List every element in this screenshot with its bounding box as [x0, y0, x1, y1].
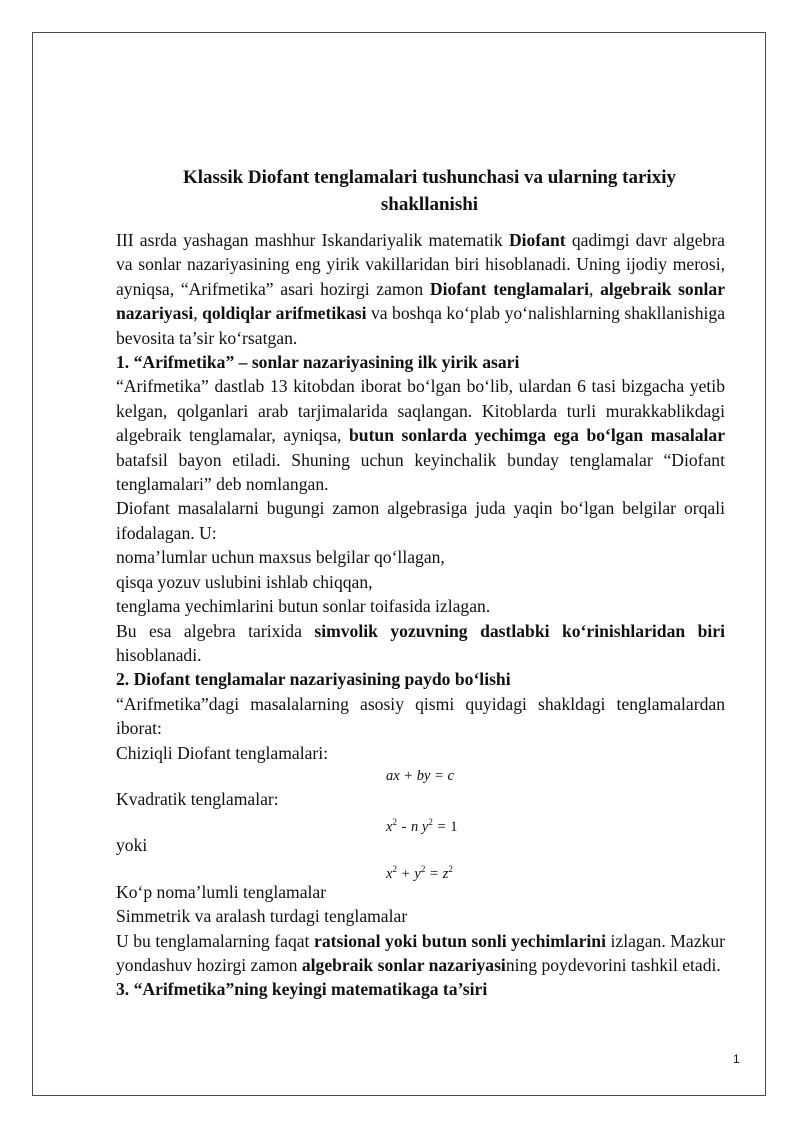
section-1-paragraph-3: [116, 619, 725, 668]
section-3-heading: 3. “Arifmetika”ning keyingi matematikaga ta’siri: [116, 979, 488, 1000]
text-run: ,: [589, 278, 601, 299]
section-2-paragraph-2: [116, 929, 725, 978]
list-item: tenglama yechimlarini butun sonlar toifasida izlagan.: [116, 596, 491, 617]
intro-paragraph: [116, 228, 725, 350]
text-run: izlagan. Mazkur yondashuv hozirgi zamon: [116, 930, 726, 975]
text-run: ,: [193, 303, 203, 324]
linear-equations-label: Chiziqli Diofant tenglamalari:: [116, 742, 329, 763]
section-1-paragraph-1: [116, 374, 725, 496]
section-1-paragraph-2: Diofant masalalarni bugungi zamon algebrasiga juda yaqin bo‘lgan belgilar orqali ifodalagan. U:: [116, 498, 725, 543]
section-1-heading: 1. “Arifmetika” – sonlar nazariyasining ilk yirik asari: [116, 352, 520, 373]
bold-run: algebraik sonlar nazariyasi: [116, 278, 725, 324]
text-run: va boshqa ko‘plab yo‘nalishlarning shakllanishiga bevosita ta’sir ko‘rsatgan.: [116, 303, 725, 348]
text-run: ning poydevorini tashkil etadi.: [505, 954, 721, 975]
bold-run: Diofant tenglamalari: [429, 278, 589, 299]
equation-pythagorean: $x^2 + y^2 = z^2$: [386, 863, 453, 882]
bold-run: ratsional yoki butun sonli yechimlarini: [314, 930, 606, 951]
text-run: III asrda yashagan mashhur Iskandariyalik matematik: [116, 230, 509, 250]
bold-run: algebraik sonlar nazariyasi: [301, 954, 506, 975]
bold-run: Diofant: [508, 230, 566, 250]
bold-run: butun sonlarda yechimga ega bo‘lgan masalalar: [349, 425, 725, 446]
section-2-heading: 2. Diofant tenglamalar nazariyasining paydo bo‘lishi: [116, 669, 511, 690]
quadratic-equations-label: Kvadratik tenglamalar:: [116, 788, 279, 809]
text-run: batafsil bayon etiladi. Shuning uchun keyinchalik bunday tenglamalar “Diofant tenglamalari” deb nomlangan.: [116, 449, 725, 495]
document-body: [116, 164, 725, 1002]
text-run: Bu esa algebra tarixida: [116, 620, 315, 641]
text-run: qadimgi davr algebra va sonlar nazariyasining eng yirik vakillaridan biri hisoblanadi. Uning ijodiy merosi, ayniqsa, “Arifmetika” asari hozirgi zamon: [116, 230, 725, 299]
equation-linear: ax + by = c: [386, 767, 454, 784]
symmetric-equations-label: Simmetrik va aralash turdagi tenglamalar: [116, 906, 408, 927]
list-item: noma’lumlar uchun maxsus belgilar qo‘llagan,: [116, 547, 445, 568]
text-run: hisoblanadi.: [116, 644, 202, 665]
bold-run: simvolik yozuvning dastlabki ko‘rinishlaridan biri: [314, 620, 725, 641]
section-2-paragraph-1: “Arifmetika”dagi masalalarning asosiy qismi quyidagi shakldagi tenglamalardan iborat:: [116, 693, 725, 739]
list-item: qisqa yozuv uslubini ishlab chiqqan,: [116, 571, 373, 592]
text-run: “Arifmetika” dastlab 13 kitobdan iborat bo‘lgan bo‘lib, ulardan 6 tasi bizgacha yetib kelgan, qolganlari arab tarjimalarida saqlangan. Kitoblarda turli murakkablikdagi algebraik tenglamalar, ayniqsa,: [116, 376, 725, 446]
page-number: 1: [733, 1052, 740, 1066]
bold-run: qoldiqlar arifmetikasi: [202, 303, 367, 324]
multi-unknown-label: Ko‘p noma’lumli tenglamalar: [116, 881, 327, 902]
text-run: U bu tenglamalarning faqat: [116, 930, 315, 951]
document-title: Klassik Diofant tenglamalari tushunchasi va ularning tarixiy shakllanishi: [182, 167, 676, 215]
or-label: yoki: [116, 835, 148, 856]
equation-pell: $x^2$ - n $y^2 = 1$: [386, 817, 458, 836]
